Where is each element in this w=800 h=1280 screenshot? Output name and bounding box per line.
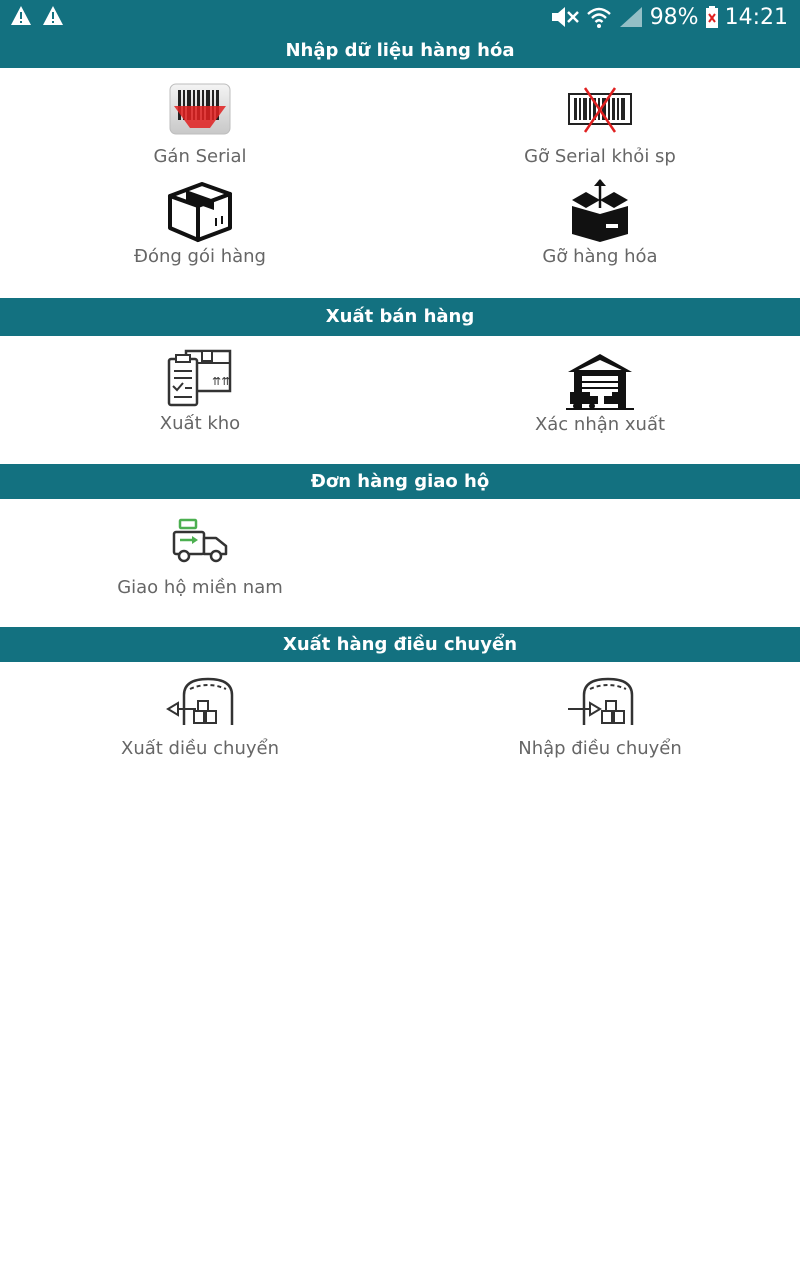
section-header-don-hang-giao-ho: Đơn hàng giao hộ bbox=[0, 464, 800, 499]
delivery-truck-icon bbox=[168, 510, 232, 570]
gan-serial-button[interactable] bbox=[0, 82, 400, 167]
nhap-dieu-chuyen-button[interactable] bbox=[400, 675, 800, 759]
xuat-kho-label: Xuất kho bbox=[159, 413, 241, 434]
wifi-icon bbox=[586, 5, 612, 29]
box-closed-icon bbox=[166, 178, 234, 244]
go-hang-hoa-label: Gỡ hàng hóa bbox=[542, 246, 658, 267]
go-serial-button[interactable] bbox=[400, 86, 800, 167]
barcode-remove-icon bbox=[567, 86, 633, 136]
go-serial-label: Gỡ Serial khỏi sp bbox=[524, 146, 676, 167]
signal-icon bbox=[618, 5, 644, 29]
warehouse-truck-icon bbox=[566, 350, 634, 410]
xuat-kho-button[interactable] bbox=[0, 347, 400, 434]
mute-icon bbox=[550, 5, 580, 29]
warehouse-in-icon bbox=[566, 675, 634, 729]
clipboard-box-icon bbox=[166, 347, 234, 409]
warehouse-out-icon bbox=[166, 675, 234, 729]
battery-icon bbox=[705, 5, 719, 29]
dong-goi-hang-label: Đóng gói hàng bbox=[134, 246, 266, 267]
xuat-dieu-chuyen-button[interactable] bbox=[0, 675, 400, 759]
section-header-xuat-ban-hang: Xuất bán hàng bbox=[0, 298, 800, 336]
barcode-scan-icon bbox=[168, 82, 232, 138]
svg-text:⇈⇈: ⇈⇈ bbox=[212, 375, 231, 388]
warning-icon bbox=[42, 5, 64, 27]
status-bar bbox=[0, 0, 800, 34]
xuat-dieu-chuyen-label: Xuất diều chuyển bbox=[120, 738, 280, 759]
go-hang-hoa-button[interactable] bbox=[400, 178, 800, 267]
dong-goi-hang-button[interactable] bbox=[0, 178, 400, 267]
giao-ho-mien-nam-label: Giao hộ miền nam bbox=[117, 577, 283, 598]
section-header-xuat-hang-dieu-chuyen: Xuất hàng điều chuyển bbox=[0, 627, 800, 662]
giao-ho-mien-nam-button[interactable] bbox=[0, 510, 400, 598]
warning-icon bbox=[10, 5, 32, 27]
gan-serial-label: Gán Serial bbox=[153, 146, 247, 167]
battery-percent: 98% bbox=[649, 4, 699, 30]
nhap-dieu-chuyen-label: Nhập điều chuyển bbox=[518, 738, 682, 759]
xac-nhan-xuat-button[interactable] bbox=[400, 350, 800, 435]
clock: 14:21 bbox=[724, 4, 788, 30]
section-header-nhap-du-lieu: Nhập dữ liệu hàng hóa bbox=[0, 34, 800, 68]
xac-nhan-xuat-label: Xác nhận xuất bbox=[534, 414, 666, 435]
box-open-icon bbox=[566, 178, 634, 244]
